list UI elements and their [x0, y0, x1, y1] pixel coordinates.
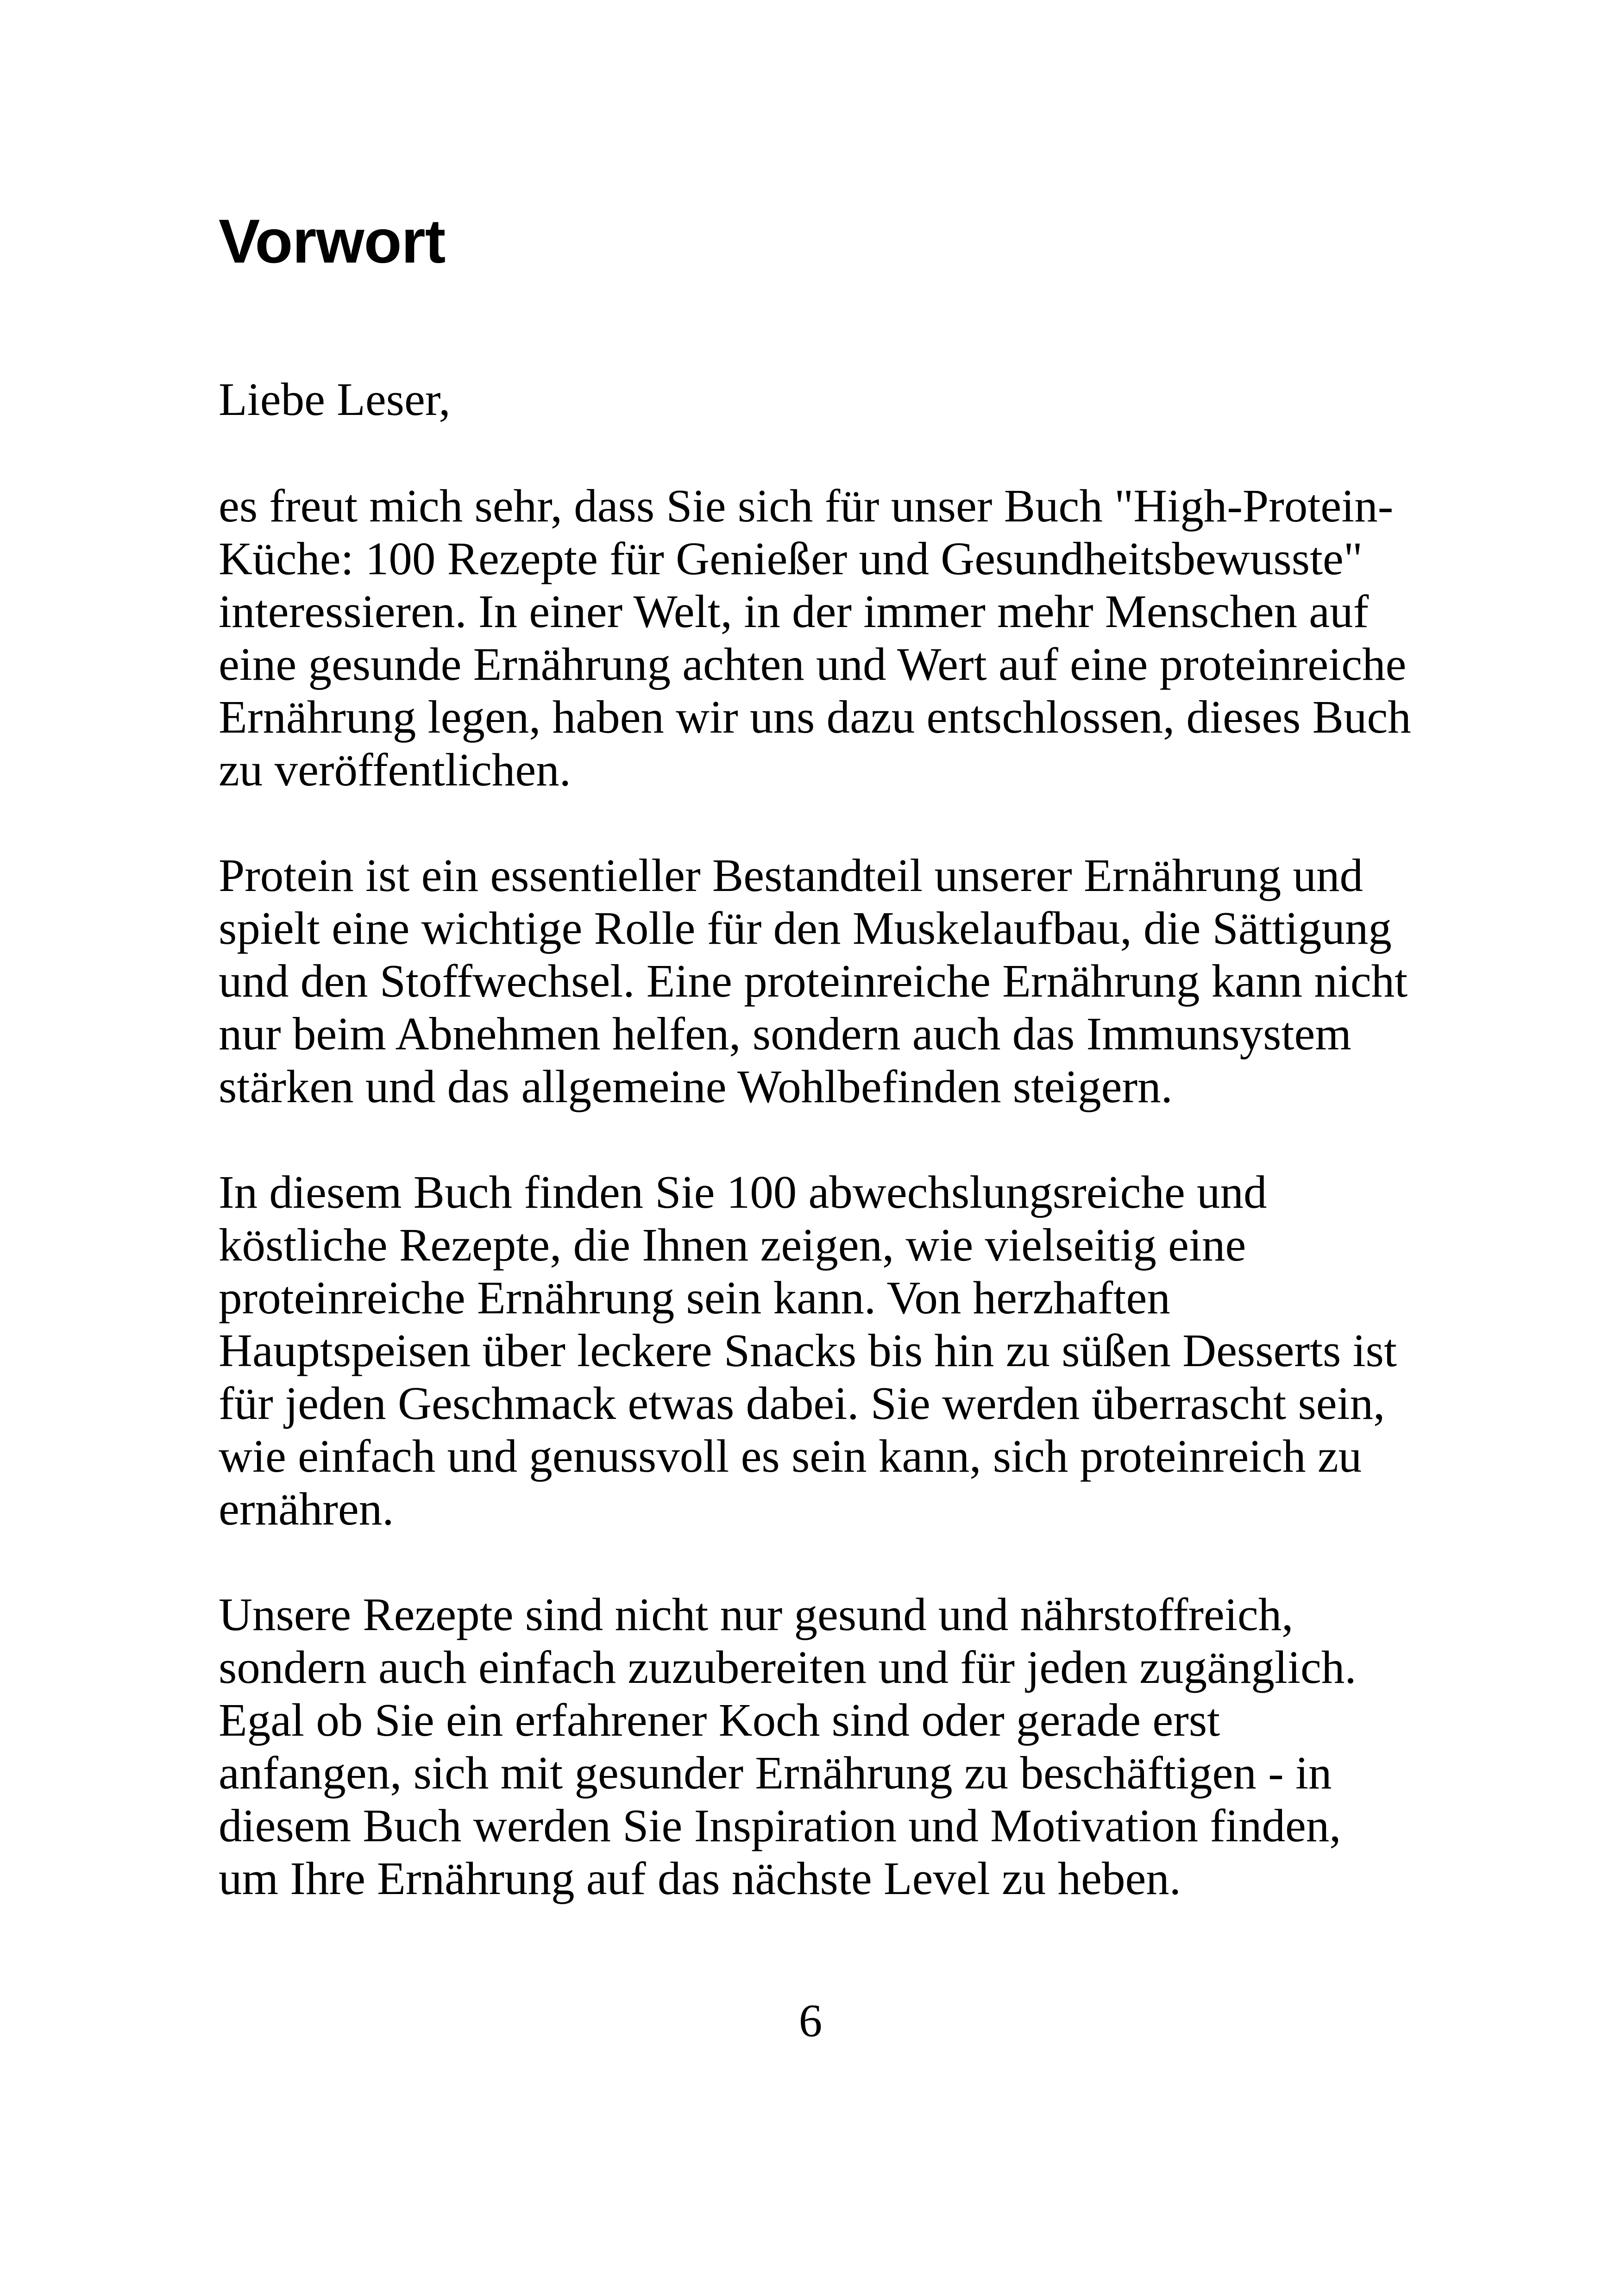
- page-number: 6: [798, 1995, 823, 2046]
- paragraph-line: In diesem Buch finden Sie 100 abwechslungsreiche und: [219, 1166, 1267, 1218]
- paragraph-line: Ernährung legen, haben wir uns dazu entschlossen, dieses Buch: [219, 691, 1411, 743]
- paragraph-line: es freut mich sehr, dass Sie sich für unser Buch "High-Protein-: [219, 480, 1394, 532]
- paragraph-line: Hauptspeisen über leckere Snacks bis hin zu süßen Desserts ist: [219, 1324, 1397, 1376]
- paragraph-line: Unsere Rezepte sind nicht nur gesund und nährstoffreich,: [219, 1588, 1294, 1640]
- paragraph-line: Küche: 100 Rezepte für Genießer und Gesundheitsbewusste": [219, 533, 1363, 584]
- paragraph-line: wie einfach und genussvoll es sein kann, sich proteinreich zu: [219, 1430, 1362, 1482]
- paragraph-line: nur beim Abnehmen helfen, sondern auch das Immunsystem: [219, 1008, 1351, 1060]
- paragraph-line: stärken und das allgemeine Wohlbefinden steigern.: [219, 1060, 1173, 1112]
- paragraph-line: proteinreiche Ernährung sein kann. Von herzhaften: [219, 1272, 1170, 1324]
- paragraph-line: diesem Buch werden Sie Inspiration und Motivation finden,: [219, 1800, 1341, 1851]
- paragraph-line: köstliche Rezepte, die Ihnen zeigen, wie vielseitig eine: [219, 1219, 1246, 1271]
- paragraph-line: eine gesunde Ernährung achten und Wert auf eine proteinreiche: [219, 638, 1407, 690]
- paragraph-line: interessieren. In einer Welt, in der immer mehr Menschen auf: [219, 585, 1369, 637]
- paragraph-line: und den Stoffwechsel. Eine proteinreiche Ernährung kann nicht: [219, 955, 1408, 1007]
- paragraph-line: sondern auch einfach zuzubereiten und für jeden zugänglich.: [219, 1641, 1357, 1693]
- salutation: Liebe Leser,: [219, 373, 451, 425]
- chapter-heading: Vorwort: [219, 207, 446, 276]
- paragraph-line: um Ihre Ernährung auf das nächste Level zu heben.: [219, 1852, 1181, 1904]
- paragraph-line: zu veröffentlichen.: [219, 744, 571, 796]
- paragraph-line: anfangen, sich mit gesunder Ernährung zu beschäftigen - in: [219, 1747, 1332, 1799]
- paragraph-line: Protein ist ein essentieller Bestandteil unserer Ernährung und: [219, 849, 1363, 901]
- paragraph-line: Egal ob Sie ein erfahrener Koch sind oder gerade erst: [219, 1694, 1220, 1746]
- paragraph-line: ernähren.: [219, 1483, 394, 1535]
- paragraph-line: für jeden Geschmack etwas dabei. Sie werden überrascht sein,: [219, 1377, 1385, 1429]
- paragraph-line: spielt eine wichtige Rolle für den Muskelaufbau, die Sättigung: [219, 902, 1392, 954]
